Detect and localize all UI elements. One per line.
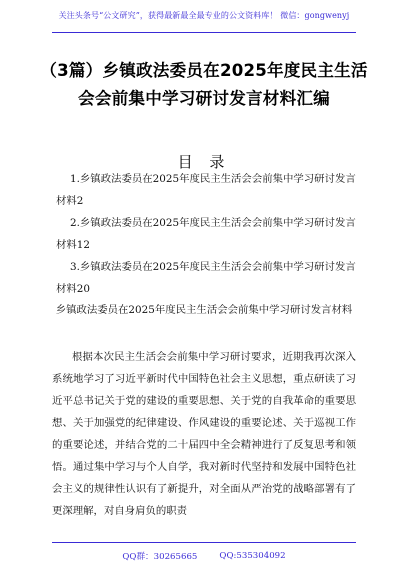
toc-item[interactable]: 3.乡镇政法委员在2025年度民主生活会会前集中学习研讨发言材料20 (56, 261, 356, 295)
footer-qq: QQ:535304092 (219, 551, 286, 561)
footer-qq-group: QQ群：30265665 (122, 552, 198, 562)
header-banner (0, 0, 408, 30)
table-of-contents (56, 168, 362, 300)
header-text: 关注头条号“公文研究”，获得最新最全最专业的公文资料库！ 微信：gongwenyj (58, 10, 350, 20)
toc-heading: 目 录 (177, 153, 231, 171)
section-title: 乡镇政法委员在2025年度民主生活会会前集中学习研讨发言材料 (55, 304, 353, 316)
document-title: （3篇）乡镇政法委员在2025年度民主生活会会前集中学习研讨发言材料汇编 (40, 61, 368, 108)
body-paragraph: 根据本次民主生活会会前集中学习研讨要求，近期我再次深入系统地学习了习近平新时代中国特色社会主义思想，重点研读了习近平总书记关于党的建设的重要思想、关于党的自我革命的重要思想、关于加强党的纪律建设、作风建设的重要论述、关于巡视工作的重要论述，并结合党的二十届四中全会精神进行了反复思考和领悟。通过集中学习与个人自学，我对新时代坚持和发展中国特色社会主义的规律性认识有了新提升，对全面从严治党的战略部署有了更深理解，对自身肩负的职责 (52, 351, 356, 517)
footer-banner (0, 542, 408, 570)
header-divider (52, 32, 356, 33)
toc-item[interactable]: 2.乡镇政法委员在2025年度民主生活会会前集中学习研讨发言材料12 (56, 217, 356, 251)
toc-item[interactable]: 1.乡镇政法委员在2025年度民主生活会会前集中学习研讨发言材料2 (56, 173, 356, 207)
